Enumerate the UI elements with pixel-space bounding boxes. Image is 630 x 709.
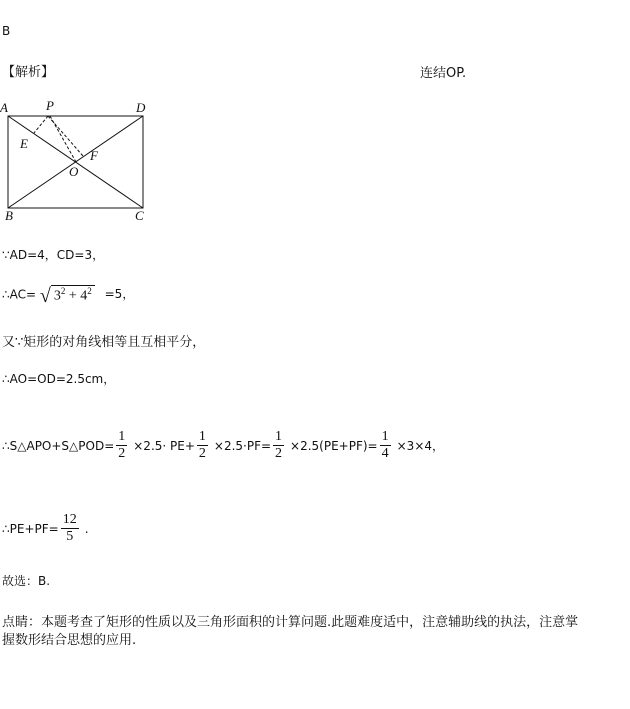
dashed-po bbox=[50, 116, 76, 162]
label-p: P bbox=[46, 98, 54, 113]
step-ac bbox=[2, 285, 134, 305]
comment-line-1: 点睛：本题考查了矩形的性质以及三角形面积的计算问题.此题难度适中，注意辅助线的执法，注意掌 bbox=[2, 615, 579, 630]
analysis-label: 【解析】 bbox=[2, 65, 55, 80]
comment-line-2: 握数形结合思想的应用. bbox=[2, 633, 137, 648]
area-prefix: ∴S△APO+S△POD= bbox=[2, 438, 115, 453]
plus-sign: + bbox=[68, 288, 77, 304]
label-o: O bbox=[69, 164, 79, 179]
label-d: D bbox=[136, 100, 146, 115]
area-term-2: ×2.5·PF= bbox=[213, 438, 272, 453]
fraction-half-1: $\frac{1}{2}$ bbox=[118, 429, 126, 461]
label-c: C bbox=[135, 208, 144, 223]
dashed-pe bbox=[34, 116, 48, 133]
step-rectangle-property: 又∵矩形的对角线相等且互相平分， bbox=[2, 335, 206, 350]
answer-letter: B bbox=[2, 24, 11, 38]
exponent-1: 2 bbox=[60, 286, 66, 296]
fraction-quarter: $\frac{1}{4}$ bbox=[381, 429, 389, 461]
area-term-4: ×3×4， bbox=[396, 439, 445, 453]
step-ac-suffix: =5， bbox=[104, 287, 135, 302]
step-ac-prefix: ∴AC= bbox=[2, 287, 37, 302]
label-a: A bbox=[0, 100, 8, 115]
step-area-equation bbox=[2, 429, 444, 462]
radicand-4: 4 bbox=[80, 288, 88, 304]
label-b: B bbox=[5, 208, 13, 223]
fraction-half-3: $\frac{1}{2}$ bbox=[275, 429, 283, 461]
pe-pf-prefix: ∴PE+PF= bbox=[2, 521, 59, 536]
label-f: F bbox=[90, 148, 98, 163]
step-choose-answer: 故选：B. bbox=[2, 574, 51, 588]
fraction-half-2: $\frac{1}{2}$ bbox=[198, 429, 206, 461]
exponent-2: 2 bbox=[87, 286, 92, 296]
radical-sign: √ bbox=[39, 284, 51, 307]
rectangle-figure bbox=[0, 96, 160, 226]
area-term-1: ×2.5· PE+ bbox=[133, 438, 195, 453]
connect-op-text: 连结OP. bbox=[420, 66, 467, 81]
step-ad-cd: ∵AD=4，CD=3， bbox=[2, 248, 105, 262]
pe-pf-suffix: . bbox=[84, 521, 89, 536]
label-e: E bbox=[20, 136, 28, 151]
sqrt-expression bbox=[40, 285, 95, 305]
step-ao-od: ∴AO=OD=2.5cm， bbox=[2, 372, 116, 386]
area-term-3: ×2.5(PE+PF)= bbox=[290, 438, 378, 453]
radicand-3: 3 bbox=[53, 288, 61, 304]
fraction-twelve-fifths: $\frac{12}{5}$ bbox=[62, 512, 77, 544]
step-pe-pf bbox=[2, 512, 89, 545]
